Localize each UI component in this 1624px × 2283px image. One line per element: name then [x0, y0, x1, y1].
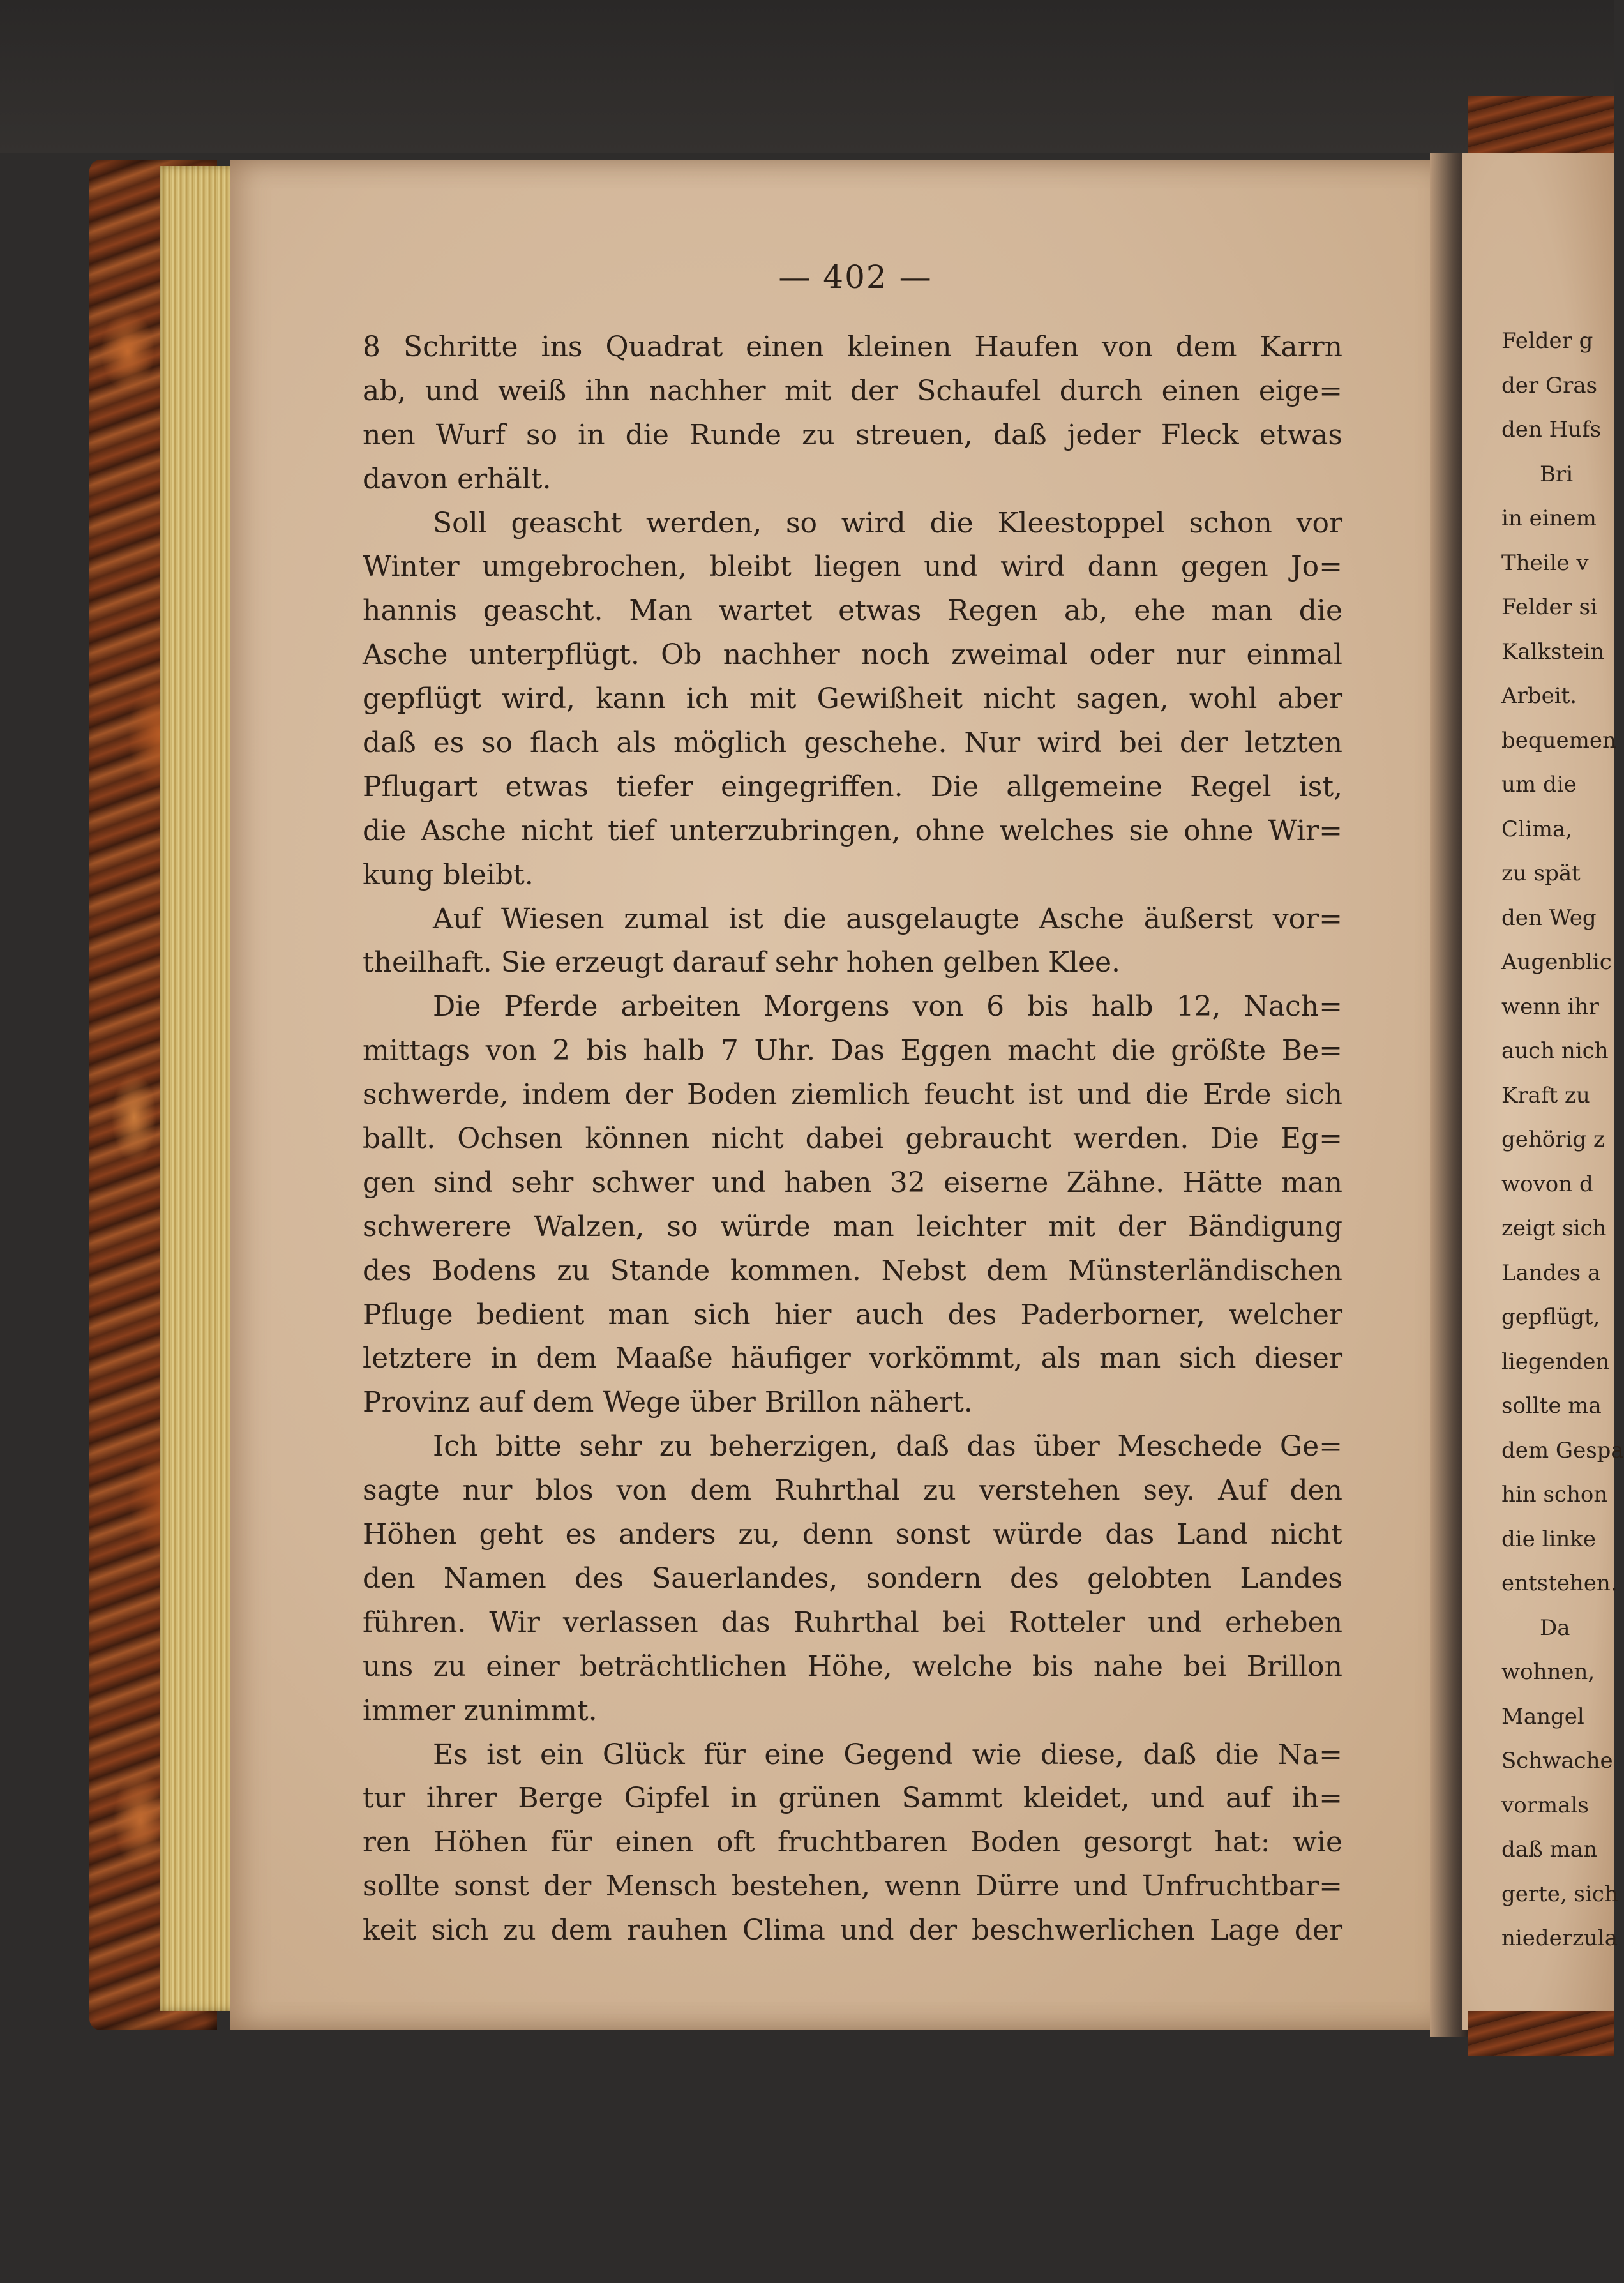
page-number: — 402 — [778, 259, 933, 296]
facing-text-line: auch nich [1501, 1038, 1609, 1064]
facing-text-line: daß man [1501, 1837, 1597, 1862]
text-line: schwerde, indem der Boden ziemlich feucht ist und die Erde sich [363, 1078, 1342, 1111]
text-line: Höhen geht es anders zu, denn sonst würde das Land nicht [363, 1518, 1342, 1551]
text-line: daß es so flach als möglich geschehe. Nur wird bei der letzten [363, 727, 1342, 760]
facing-text-line: liegenden [1501, 1348, 1610, 1375]
facing-text-line: in einem [1501, 506, 1597, 531]
facing-text-line: niederzula [1501, 1925, 1618, 1951]
text-line: davon erhält. [363, 462, 552, 495]
body-text [363, 326, 1342, 1953]
text-line: uns zu einer beträchtlichen Höhe, welche bis nahe bei Brillon [363, 1650, 1342, 1683]
facing-text-line: gerte, sich [1501, 1881, 1618, 1907]
text-line: sollte sonst der Mensch bestehen, wenn Dürre und Unfruchtbar= [363, 1870, 1342, 1903]
facing-text-line: wenn ihr [1501, 993, 1599, 1020]
facing-text-line: Kalkstein [1501, 638, 1605, 665]
facing-text-line: wovon d [1501, 1171, 1593, 1197]
facing-text-line: Da [1540, 1615, 1570, 1641]
facing-text-line: Bri [1540, 461, 1574, 487]
text-line: Pfluge bedient man sich hier auch des Paderborner, welcher [363, 1298, 1342, 1331]
facing-text-line: bequemen [1501, 727, 1616, 753]
text-line: letztere in dem Maaße häufiger vorkömmt, als man sich dieser [363, 1342, 1342, 1375]
text-line: Provinz auf dem Wege über Brillon nähert. [363, 1386, 973, 1419]
text-line: ab, und weiß ihn nachher mit der Schaufel durch einen eige= [363, 374, 1342, 407]
text-line: Winter umgebrochen, bleibt liegen und wird dann gegen Jo= [363, 550, 1342, 584]
facing-text-line: Augenblic [1501, 949, 1612, 975]
facing-text-line: vormals [1501, 1792, 1589, 1818]
facing-text-line: Landes a [1501, 1260, 1601, 1286]
text-line: theilhaft. Sie erzeugt darauf sehr hohen gelben Klee. [363, 946, 1121, 979]
text-line: Auf Wiesen zumal ist die ausgelaugte Asche äußerst vor= [433, 902, 1342, 935]
facing-text-line: Kraft zu [1501, 1082, 1590, 1108]
facing-text-line: Mangel [1501, 1703, 1584, 1729]
facing-text-line: den Weg [1501, 905, 1597, 931]
text-line: 8 Schritte ins Quadrat einen kleinen Haufen von dem Karrn [363, 331, 1342, 363]
facing-page-text [1501, 319, 1624, 1961]
facing-text-line: Schwache [1501, 1748, 1613, 1774]
facing-text-line: der Gras [1501, 372, 1598, 398]
backdrop [0, 0, 1614, 153]
facing-text-line: zeigt sich [1501, 1216, 1607, 1241]
facing-text-line: um die [1501, 772, 1577, 797]
facing-text-line: Felder g [1501, 328, 1593, 354]
facing-text-line: dem Gespa [1501, 1437, 1624, 1463]
text-line: gepflügt wird, kann ich mit Gewißheit nicht sagen, wohl aber [363, 682, 1342, 716]
text-line: sagte nur blos von dem Ruhrthal zu verstehen sey. Auf den [363, 1474, 1342, 1507]
text-line: schwerere Walzen, so würde man leichter mit der Bändigung [363, 1210, 1342, 1243]
text-line: kung bleibt. [363, 858, 534, 891]
facing-text-line: Arbeit. [1501, 683, 1577, 709]
text-line: Es ist ein Glück für eine Gegend wie diese, daß die Na= [433, 1738, 1342, 1771]
text-line: nen Wurf so in die Runde zu streuen, daß jeder Fleck etwas [363, 418, 1342, 451]
text-line: immer zunimmt. [363, 1694, 598, 1727]
text-line: keit sich zu dem rauhen Clima und der beschwerlichen Lage der [363, 1914, 1342, 1947]
facing-text-line: gehörig z [1501, 1127, 1605, 1152]
text-line: ren Höhen für einen oft fruchtbaren Boden gesorgt hat: wie [363, 1826, 1342, 1859]
text-line: Pflugart etwas tiefer eingegriffen. Die allgemeine Regel ist, [363, 770, 1342, 803]
facing-text-line: sollte ma [1501, 1393, 1602, 1419]
facing-text-line: den Hufs [1501, 417, 1602, 442]
facing-text-line: hin schon [1501, 1482, 1608, 1507]
facing-text-line: gepflügt, [1501, 1304, 1600, 1330]
text-line: den Namen des Sauerlandes, sondern des gelobten Landes [363, 1562, 1342, 1595]
facing-text-line: Theile v [1501, 550, 1589, 576]
text-line: Asche unterpflügt. Ob nachher noch zweimal oder nur einmal [363, 638, 1342, 672]
text-line: hannis geascht. Man wartet etwas Regen ab, ehe man die [363, 594, 1342, 628]
text-line: die Asche nicht tief unterzubringen, ohne welches sie ohne Wir= [363, 814, 1342, 847]
text-line: führen. Wir verlassen das Ruhrthal bei Rotteler und erheben [363, 1606, 1342, 1639]
facing-cover-bottom [1468, 2011, 1614, 2056]
facing-text-line: die linke [1501, 1526, 1596, 1552]
facing-text-line: Felder si [1501, 594, 1597, 620]
facing-text-line: wohnen, [1501, 1659, 1595, 1685]
text-line: gen sind sehr schwer und haben 32 eiserne Zähne. Hätte man [363, 1166, 1342, 1199]
text-line: des Bodens zu Stande kommen. Nebst dem Münsterländischen [363, 1254, 1342, 1287]
facing-text-line: entstehen. [1501, 1571, 1618, 1596]
text-line: Die Pferde arbeiten Morgens von 6 bis halb 12, Nach= [433, 990, 1342, 1023]
facing-text-line: Clima, [1501, 816, 1573, 842]
text-line: Ich bitte sehr zu beherzigen, daß das über Meschede Ge= [433, 1430, 1342, 1463]
text-line: tur ihrer Berge Gipfel in grünen Sammt kleidet, und auf ih= [363, 1782, 1342, 1815]
text-line: ballt. Ochsen können nicht dabei gebraucht werden. Die Eg= [363, 1122, 1342, 1156]
facing-text-line: zu spät [1501, 861, 1581, 886]
text-line: Soll geascht werden, so wird die Kleestoppel schon vor [433, 506, 1342, 539]
text-line: mittags von 2 bis halb 7 Uhr. Das Eggen macht die größte Be= [363, 1034, 1342, 1067]
